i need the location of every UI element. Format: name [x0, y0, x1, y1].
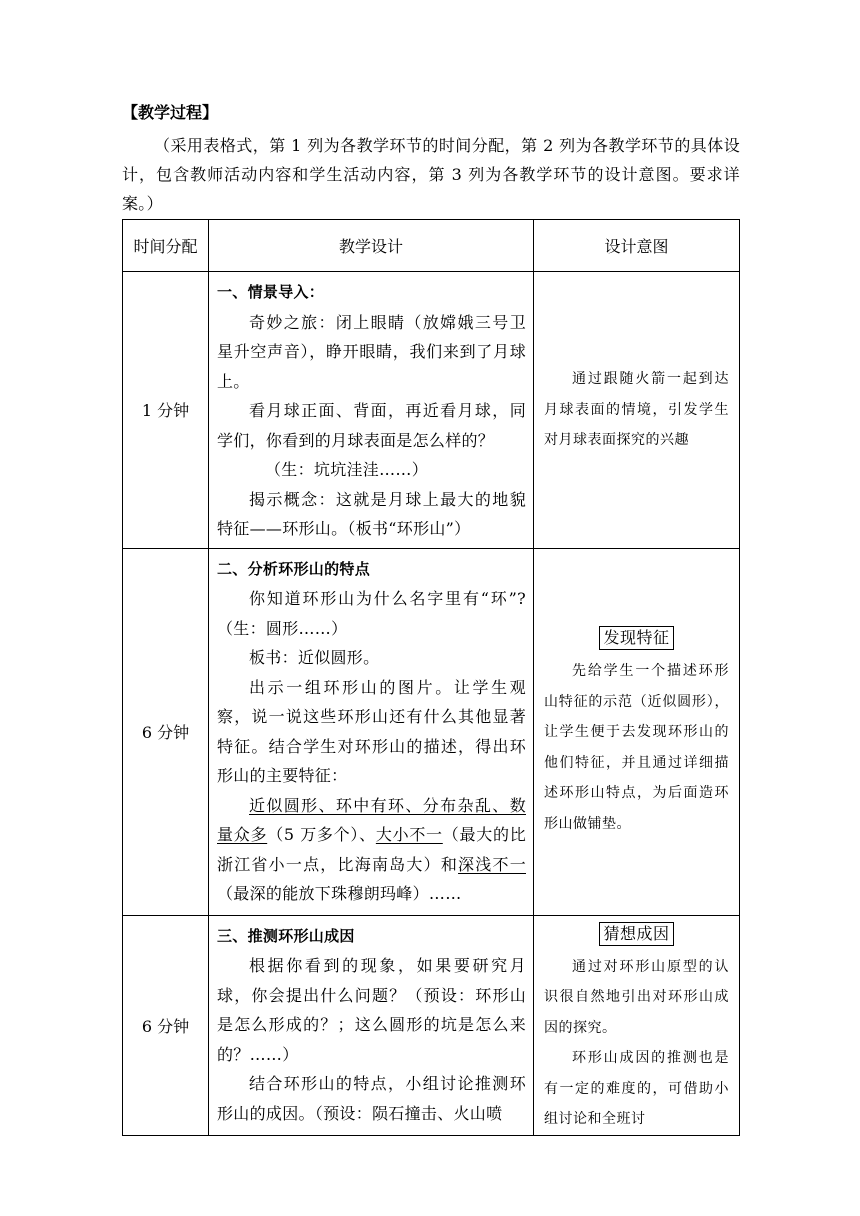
design-cell — [209, 272, 534, 549]
design-paragraph: 揭示概念：这就是月球上最大的地貌特征——环形山。（板书“环形山”） — [217, 489, 526, 538]
design-paragraph: 奇妙之旅：闭上眼睛（放嫦娥三号卫星升空声音），睁开眼睛，我们来到了月球上。 — [217, 312, 526, 391]
table-row — [123, 915, 740, 1135]
section-title: 二、分析环形山的特点 — [217, 559, 371, 578]
student-answer: （生：坑坑洼洼……） — [265, 460, 429, 479]
design-paragraph: 看月球正面、背面，再近看月球，同学们，你看到的月球表面是怎么样的？ — [217, 401, 526, 450]
intent-label-wrap — [544, 920, 729, 950]
feature-text: （最深的能放下珠穆朗玛峰）…… — [217, 884, 462, 903]
intent-cell — [534, 272, 740, 549]
time-cell: 1 分钟 — [123, 272, 209, 549]
header-time: 时间分配 — [123, 220, 209, 272]
intent-cell — [534, 548, 740, 915]
intent-paragraph: 先给学生一个描述环形山特征的示范（近似圆形），让学生便于去发现环形山的他们特征，并且通过详细描述环形山特点，为后面造环形山做铺垫。 — [544, 663, 729, 832]
feature-underlined: 大小不一 — [375, 825, 443, 844]
intent-paragraph: 通过对环形山原型的认识很自然地引出对环形山成因的探究。 — [544, 958, 729, 1036]
table-header-row — [123, 220, 740, 272]
features-paragraph — [217, 791, 526, 909]
section-title: 三、推测环形山成因 — [217, 926, 355, 945]
teaching-process-table — [122, 219, 740, 1136]
intent-boxed-label: 猜想成因 — [599, 922, 673, 946]
design-paragraph: 根据你看到的现象，如果要研究月球，你会提出什么问题？（预设：环形山是怎么形成的？；这么圆形的坑是怎么来的？……） — [217, 956, 526, 1064]
design-paragraph: 结合环形山的特点，小组讨论推测环形山的成因。（预设：陨石撞击、火山喷 — [217, 1074, 526, 1123]
feature-underlined: 近似圆形、环中有环、分布杂乱、数量众多 — [217, 795, 526, 844]
feature-underlined: 深浅不一 — [458, 854, 526, 874]
intent-paragraph: 通过跟随火箭一起到达月球表面的情境，引发学生对月球表面探究的兴趣 — [544, 371, 729, 448]
design-paragraph: 板书：近似圆形。 — [249, 648, 380, 667]
intent-paragraph: 环形山成因的推测也是有一定的难度的，可借助小组讨论和全班讨 — [544, 1050, 729, 1127]
intent-label-wrap — [544, 624, 729, 654]
header-intent: 设计意图 — [534, 220, 740, 272]
intent-boxed-label: 发现特征 — [599, 626, 673, 650]
design-paragraph: 出示一组环形山的图片。让学生观察，说一说这些环形山还有什么其他显著特征。结合学生对环形山的描述，得出环形山的主要特征： — [217, 677, 526, 785]
table-row — [123, 272, 740, 549]
time-cell: 6 分钟 — [123, 915, 209, 1135]
table-row — [123, 548, 740, 915]
intro-paragraph: （采用表格式，第 1 列为各教学环节的时间分配，第 2 列为各教学环节的具体设计，包含教师活动内容和学生活动内容，第 3 列为各教学环节的设计意图。要求详案。） — [122, 136, 740, 213]
time-cell: 6 分钟 — [123, 548, 209, 915]
page-heading: 【教学过程】 — [122, 103, 219, 122]
intent-cell — [534, 915, 740, 1135]
feature-text: （最大的比浙江省小一点，比海南岛大）和 — [217, 825, 526, 874]
design-paragraph: 你知道环形山为什么名字里有“环”?（生：圆形……） — [217, 589, 526, 638]
header-design: 教学设计 — [209, 220, 534, 272]
feature-text: （5 万多个）、 — [267, 825, 376, 844]
design-cell — [209, 548, 534, 915]
design-cell — [209, 915, 534, 1135]
section-title: 一、情景导入： — [217, 283, 325, 301]
